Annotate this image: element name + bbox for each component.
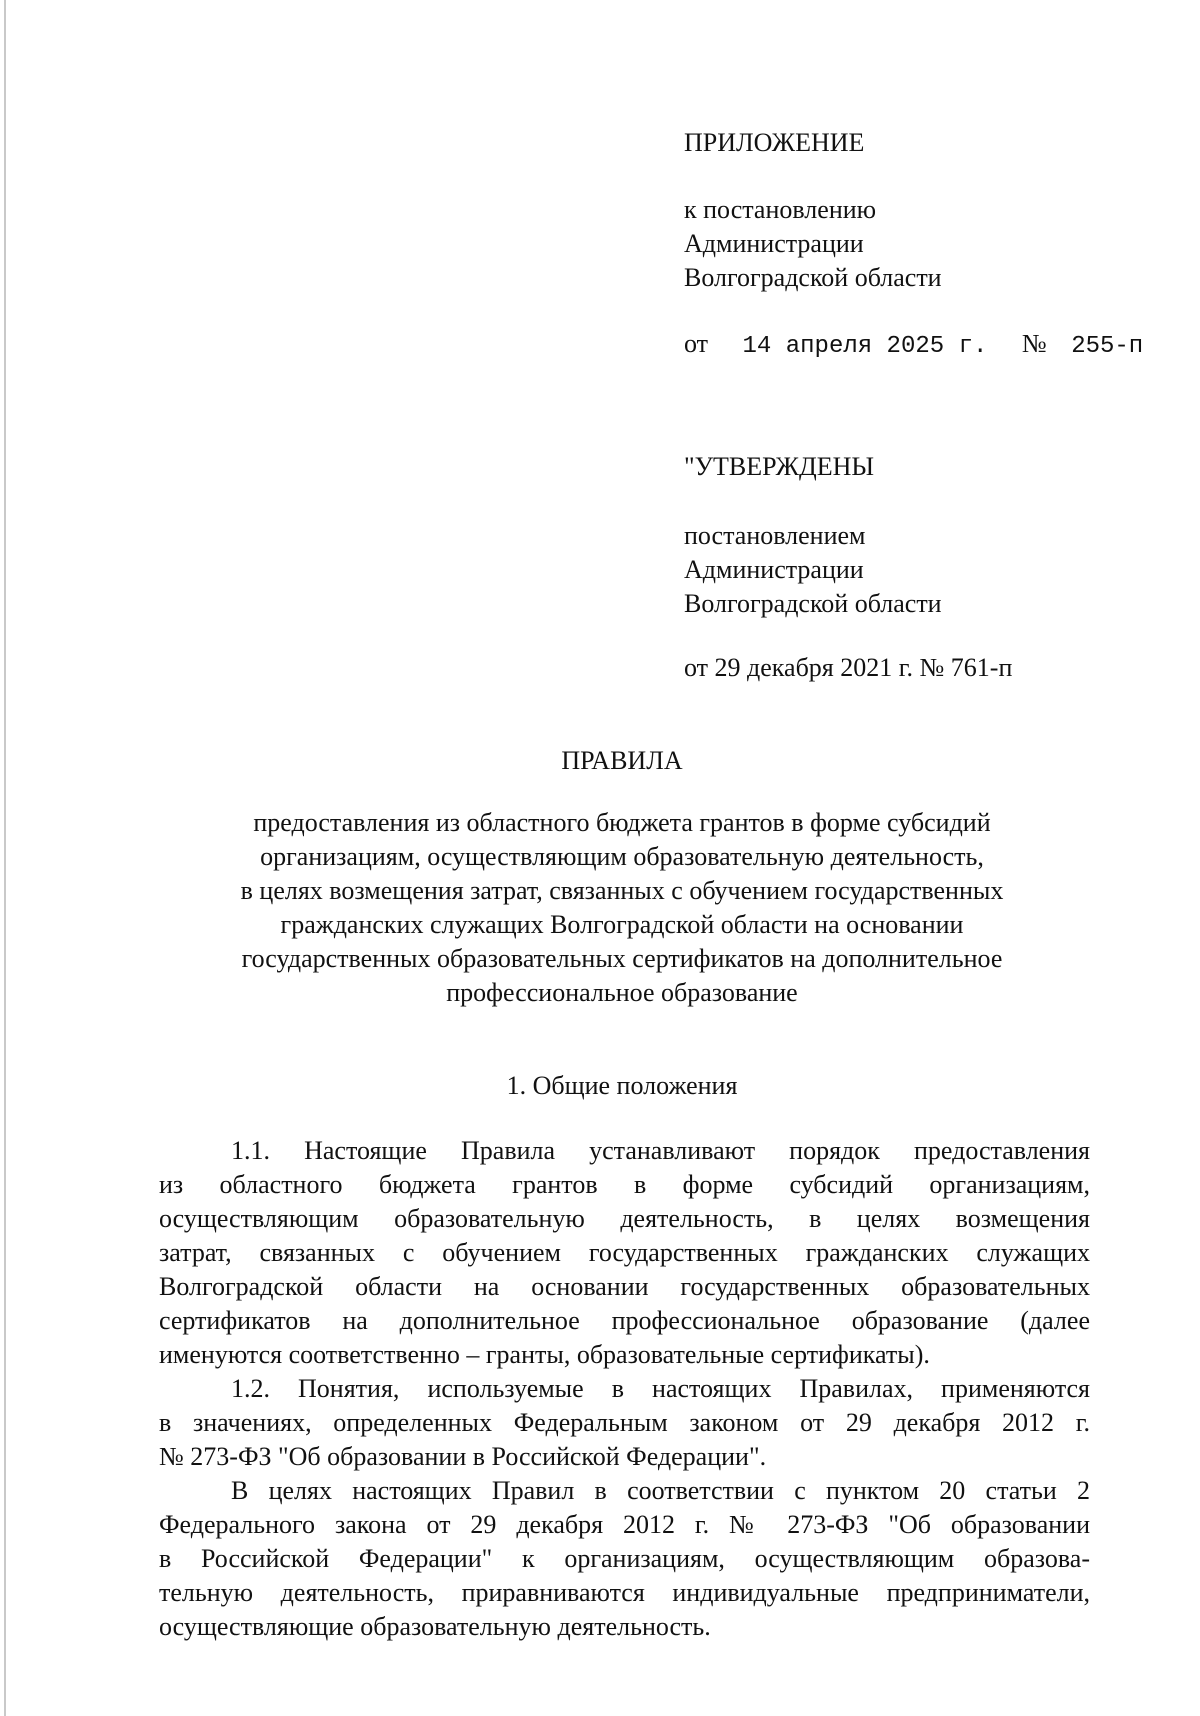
paragraph-line: 1.2. Понятия, используемые в настоящих Правилах, применяются xyxy=(231,1374,1090,1403)
approved-title: "УТВЕРЖДЕНЫ xyxy=(684,452,875,481)
paragraph-1-2-continuation xyxy=(159,1474,1090,1644)
approved-by-line: постановлением xyxy=(684,521,866,550)
paragraph-line: Волгоградской области на основании государственных образовательных xyxy=(159,1272,1090,1301)
paragraph-line: тельную деятельность, приравниваются индивидуальные предприниматели, xyxy=(159,1578,1090,1607)
appendix-date-line xyxy=(684,327,1143,361)
appendix-date-prefix: от xyxy=(684,329,709,358)
approved-date-block xyxy=(684,651,1012,685)
appendix-date: 14 апреля 2025 г. xyxy=(742,333,988,360)
rules-subtitle-line: организациям, осуществляющим образовательную деятельность, xyxy=(260,842,984,871)
appendix-title: ПРИЛОЖЕНИЕ xyxy=(684,128,865,157)
paragraph-line: именуются соответственно – гранты, образовательные сертификаты). xyxy=(159,1340,930,1369)
rules-heading: ПРАВИЛА xyxy=(561,746,683,775)
approved-by-block xyxy=(684,519,942,621)
appendix-number-sign: № xyxy=(1021,329,1047,358)
appendix-to-block xyxy=(684,193,942,295)
rules-subtitle-line: профессиональное образование xyxy=(446,978,798,1007)
paragraph-line: осуществляющим образовательную деятельность, в целях возмещения xyxy=(159,1204,1090,1233)
appendix-to-line: Волгоградской области xyxy=(684,263,942,292)
appendix-to-line: Администрации xyxy=(684,229,864,258)
section-heading: 1. Общие положения xyxy=(506,1071,738,1100)
paragraph-1-1 xyxy=(159,1134,1090,1372)
approved-block xyxy=(684,450,874,484)
appendix-block xyxy=(684,126,864,160)
approved-by-line: Администрации xyxy=(684,555,864,584)
paragraph-1-2 xyxy=(159,1372,1090,1474)
paragraph-line: осуществляющие образовательную деятельность. xyxy=(159,1612,711,1641)
paragraph-line: в значениях, определенных Федеральным законом от 29 декабря 2012 г. xyxy=(159,1408,1090,1437)
paragraph-line: Федерального закона от 29 декабря 2012 г. № 273-ФЗ "Об образовании xyxy=(159,1510,1090,1539)
appendix-number: 255-п xyxy=(1071,333,1144,360)
paragraph-line: затрат, связанных с обучением государственных гражданских служащих xyxy=(159,1238,1090,1267)
paragraph-line: в Российской Федерации" к организациям, осуществляющим образова- xyxy=(159,1544,1090,1573)
paragraph-line: 1.1. Настоящие Правила устанавливают порядок предоставления xyxy=(231,1136,1090,1165)
rules-subtitle-line: в целях возмещения затрат, связанных с обучением государственных xyxy=(240,876,1004,905)
rules-subtitle-line: гражданских служащих Волгоградской области на основании xyxy=(280,910,964,939)
appendix-to-line: к постановлению xyxy=(684,195,877,224)
approved-date-line: от 29 декабря 2021 г. № 761-п xyxy=(684,653,1013,682)
rules-subtitle-line: предоставления из областного бюджета грантов в форме субсидий xyxy=(253,808,991,837)
paragraph-line: № 273-ФЗ "Об образовании в Российской Федерации". xyxy=(159,1442,767,1471)
paragraph-line: В целях настоящих Правил в соответствии с пунктом 20 статьи 2 xyxy=(231,1476,1090,1505)
approved-by-line: Волгоградской области xyxy=(684,589,942,618)
rules-subtitle xyxy=(0,806,1200,1010)
rules-subtitle-line: государственных образовательных сертификатов на дополнительное xyxy=(241,944,1003,973)
paragraph-line: сертификатов на дополнительное профессиональное образование (далее xyxy=(159,1306,1090,1335)
paragraph-line: из областного бюджета грантов в форме субсидий организациям, xyxy=(159,1170,1090,1199)
